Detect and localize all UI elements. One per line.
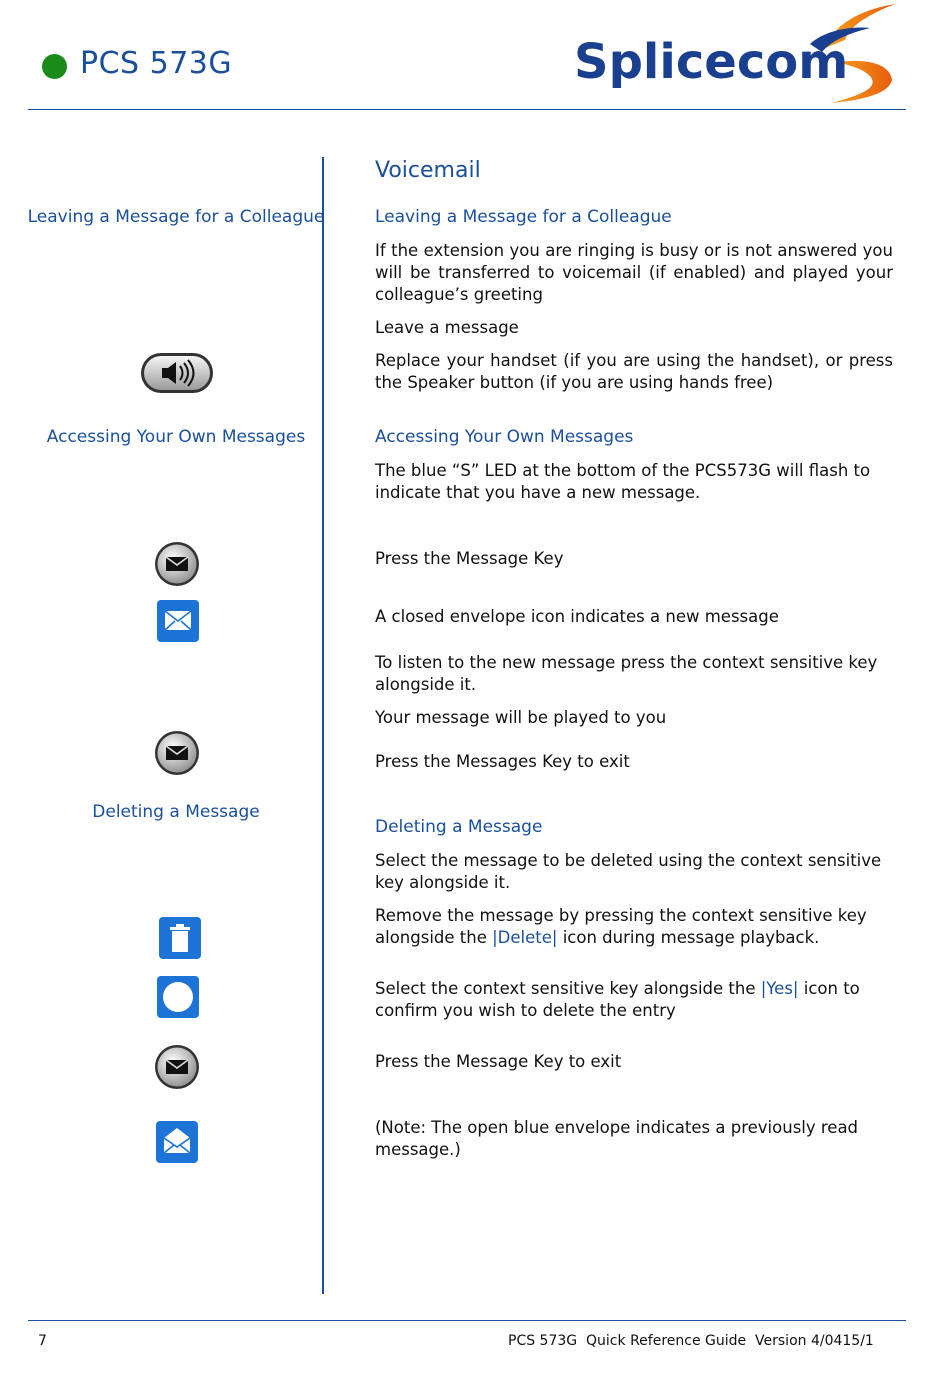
deleting-text-2 xyxy=(375,905,893,949)
status-dot xyxy=(42,54,67,79)
accessing-text-4: To listen to the new message press the context sensitive key alongside it. xyxy=(375,653,878,694)
page-number: 7 xyxy=(38,1333,47,1349)
logo-text: Splicecom xyxy=(574,34,849,90)
leaving-text-1: If the extension you are ringing is busy or is not answered you will be transferred to voicemail (if enabled) and played your colleague’s greeting xyxy=(375,241,893,304)
page-title: PCS 573G xyxy=(80,46,233,81)
left-heading-leaving: Leaving a Message for a Colleague xyxy=(27,207,325,227)
subheading-accessing: Accessing Your Own Messages xyxy=(375,427,634,447)
leaving-text-3: Replace your handset (if you are using the handset), or press the Speaker button (if you are using hands free) xyxy=(375,351,893,392)
yes-key-label: |Yes| xyxy=(760,979,799,998)
deleting-text-4: Press the Message Key to exit xyxy=(375,1052,622,1071)
message-key-icon xyxy=(154,730,200,776)
accessing-text-2: Press the Message Key xyxy=(375,549,564,568)
left-heading-deleting: Deleting a Message xyxy=(92,802,260,822)
header-divider xyxy=(28,109,906,110)
speaker-button-icon xyxy=(140,352,214,394)
footer-divider xyxy=(28,1320,906,1321)
open-envelope-icon xyxy=(155,1120,199,1164)
leaving-text-2: Leave a message xyxy=(375,318,519,337)
accessing-text-6: Press the Messages Key to exit xyxy=(375,752,630,771)
footer-guide-title: PCS 573G Quick Reference Guide Version 4/0415/1 xyxy=(508,1333,874,1349)
deleting-text-1: Select the message to be deleted using the context sensitive key alongside it. xyxy=(375,851,882,892)
message-key-icon xyxy=(154,541,200,587)
deleting-note: (Note: The open blue envelope indicates a previously read message.) xyxy=(375,1118,859,1159)
accessing-text-5: Your message will be played to you xyxy=(375,708,667,727)
delete-key-label: |Delete| xyxy=(492,928,558,947)
section-title: Voicemail xyxy=(375,158,481,183)
deleting-text-2a: Remove the message by pressing the context sensitive key alongside the xyxy=(375,906,867,947)
accessing-text-1: The blue “S” LED at the bottom of the PCS573G will flash to indicate that you have a new message. xyxy=(375,461,871,502)
splicecom-logo xyxy=(570,0,910,108)
left-heading-accessing: Accessing Your Own Messages xyxy=(46,427,306,447)
deleting-text-3b: icon to confirm you wish to delete the entry xyxy=(375,979,860,1020)
subheading-deleting: Deleting a Message xyxy=(375,817,543,837)
column-divider xyxy=(322,157,324,1294)
deleting-text-3 xyxy=(375,978,893,1022)
accessing-text-3: A closed envelope icon indicates a new message xyxy=(375,607,779,626)
subheading-leaving: Leaving a Message for a Colleague xyxy=(375,207,672,227)
trash-icon xyxy=(158,916,202,960)
message-key-icon xyxy=(154,1044,200,1090)
closed-envelope-icon xyxy=(156,599,200,643)
deleting-text-3a: Select the context sensitive key alongside the xyxy=(375,979,761,998)
circle-icon xyxy=(156,975,200,1019)
deleting-text-2b: icon during message playback. xyxy=(557,928,820,947)
